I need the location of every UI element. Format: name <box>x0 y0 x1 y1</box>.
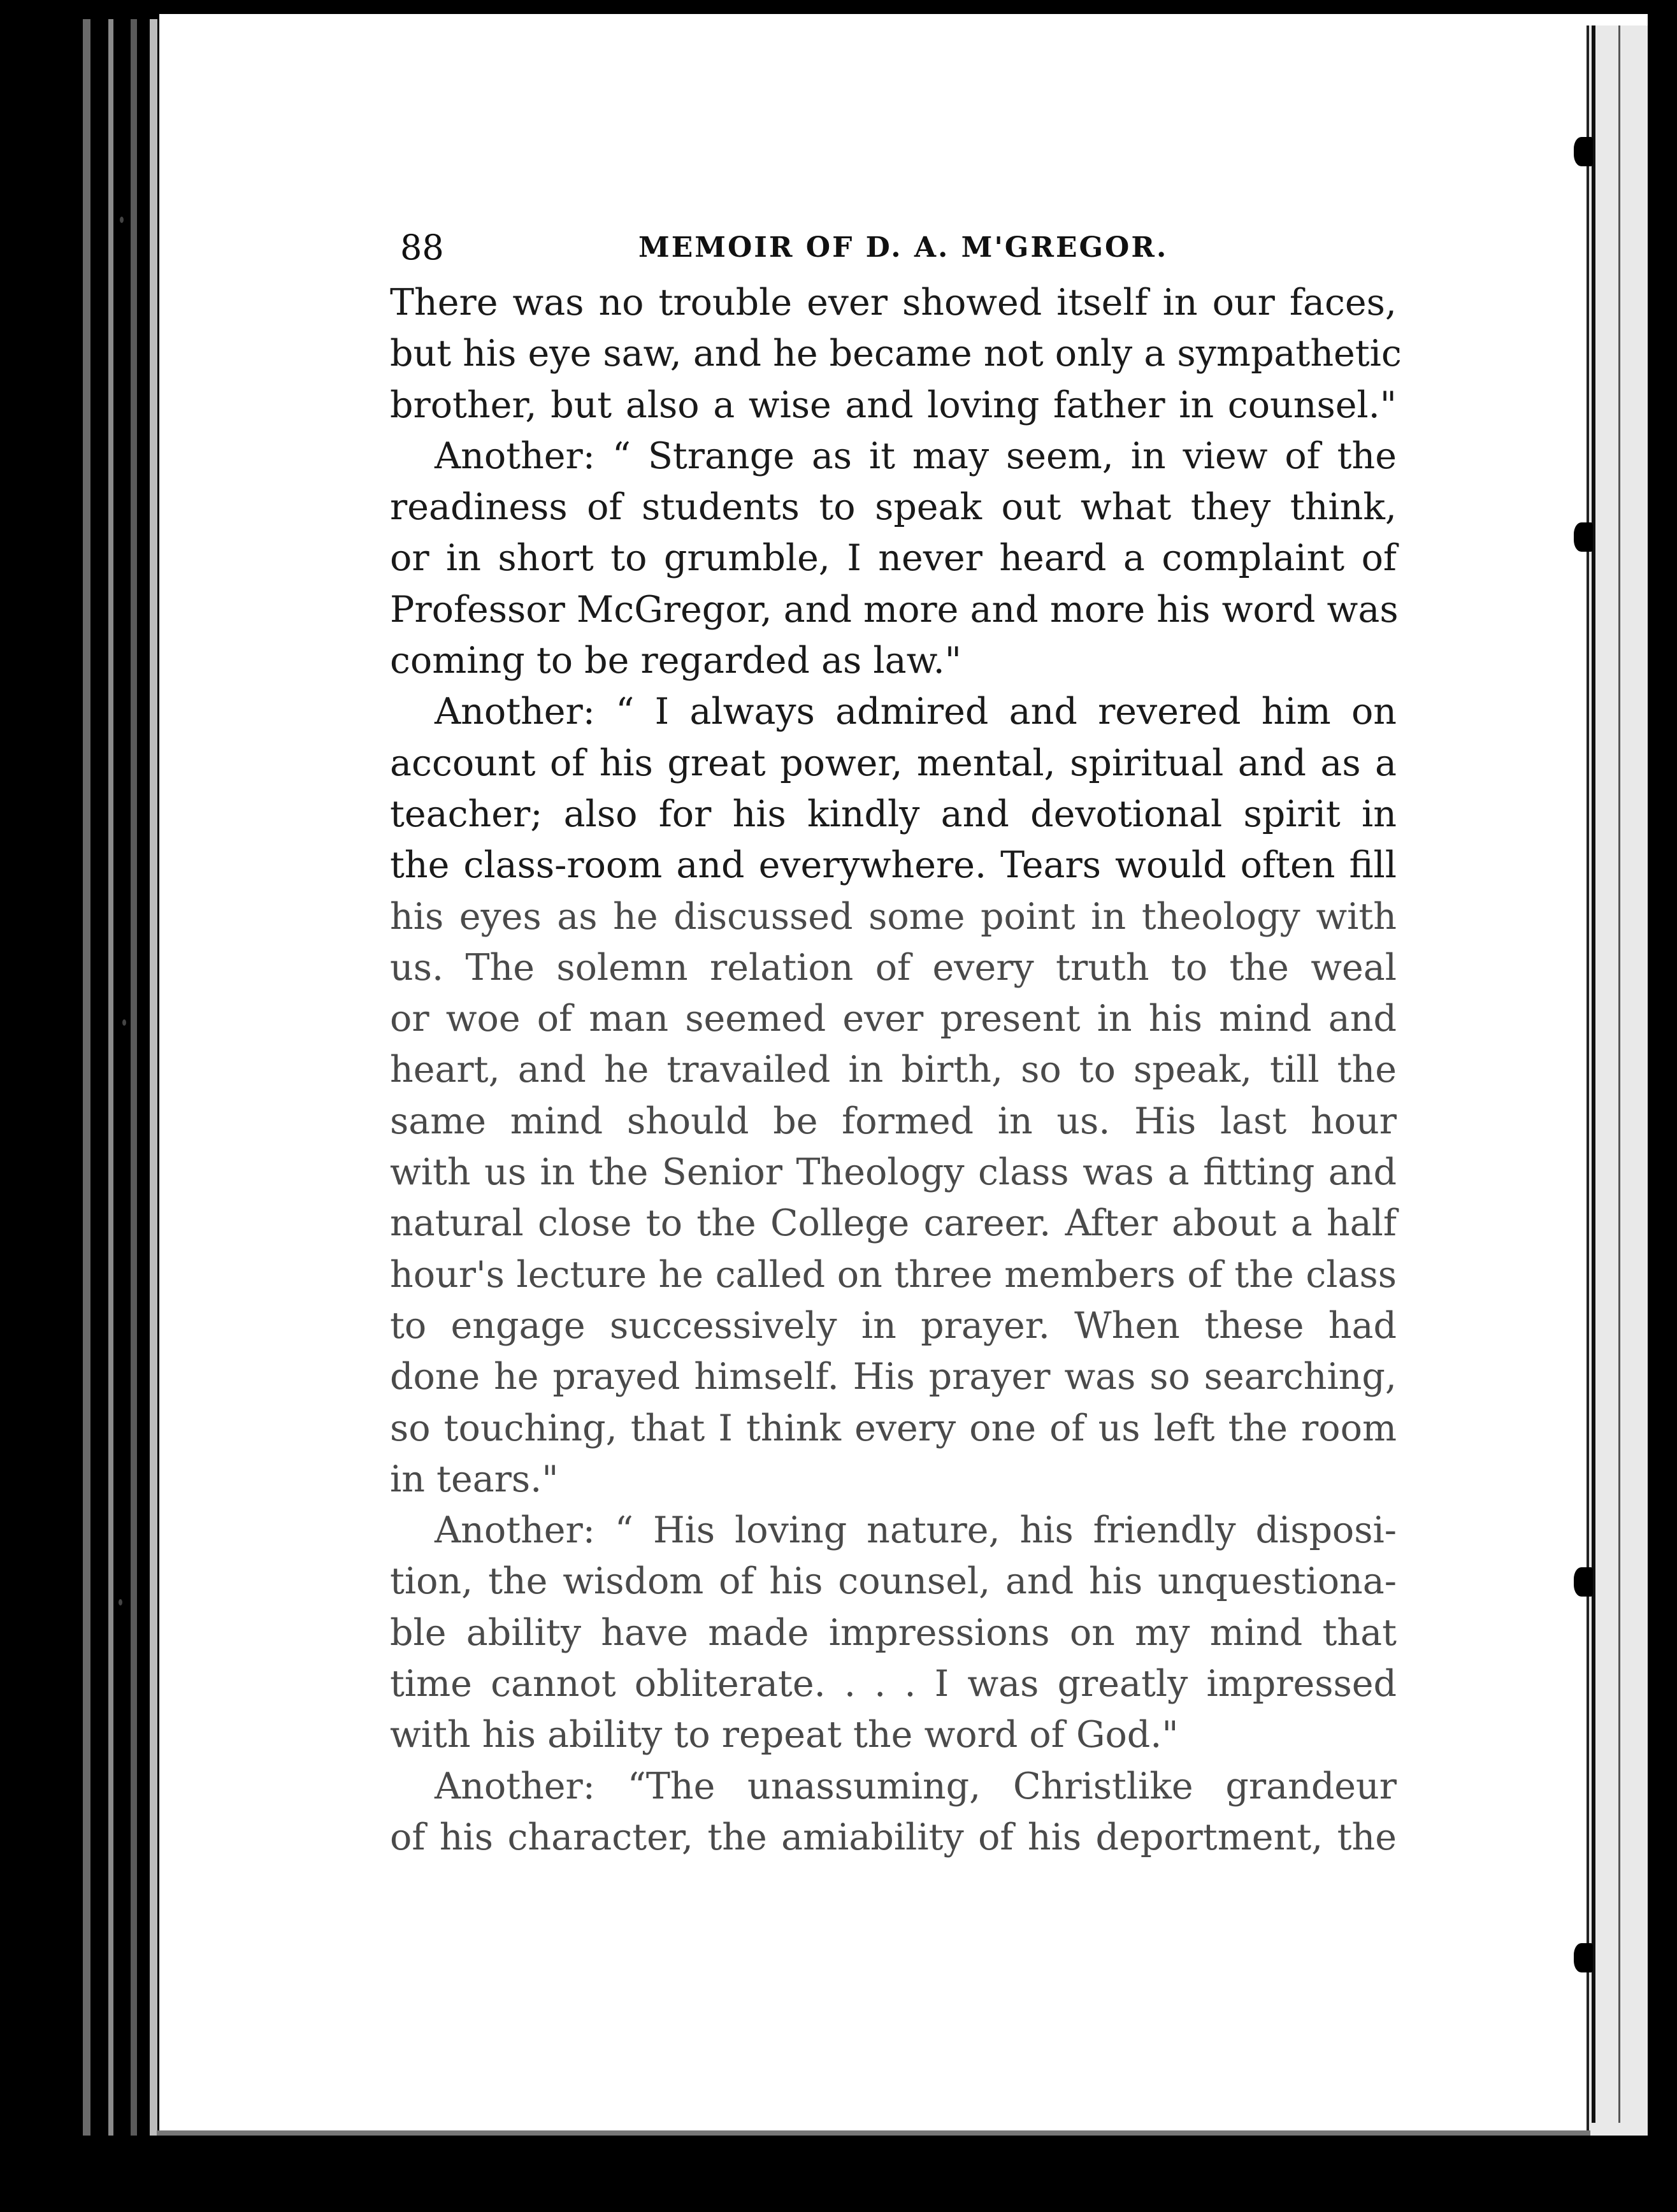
edge-notch <box>1574 137 1593 166</box>
scan-border-bottom <box>0 2136 1677 2212</box>
scan-border-top <box>0 0 1677 14</box>
paragraph <box>390 686 1397 1505</box>
text-line: of his character, the amiability of his deportment, the <box>390 1816 1397 1858</box>
text-line: or woe of man seemed ever present in his mind and <box>390 998 1397 1040</box>
page-gutter-edge <box>108 19 113 2187</box>
running-head <box>390 220 1397 277</box>
edge-notch <box>1574 1567 1593 1597</box>
text-line: with his ability to repeat the word of God." <box>390 1714 1179 1756</box>
page-number: 88 <box>400 227 444 268</box>
text-line: Another: “The unassuming, Christlike grandeur <box>435 1765 1397 1807</box>
running-title: MEMOIR OF D. A. M'GREGOR. <box>638 231 1169 264</box>
scan-speck <box>119 1599 122 1605</box>
text-line: coming to be regarded as law." <box>390 640 961 682</box>
text-line: account of his great power, mental, spiritual and as a <box>390 742 1397 784</box>
text-line: Another: “ I always admired and revered him on <box>435 691 1397 733</box>
book-page <box>390 220 1402 1863</box>
text-line: done he prayed himself. His prayer was so searching, <box>390 1356 1397 1398</box>
page-gutter-edge <box>131 19 137 2187</box>
text-line: his eyes as he discussed some point in theology with <box>390 895 1397 938</box>
text-line: but his eye saw, and he became not only a sympathetic <box>390 333 1402 375</box>
text-line: tion, the wisdom of his counsel, and his unquestiona- <box>390 1560 1397 1603</box>
text-line: ble ability have made impressions on my mind that <box>390 1611 1397 1654</box>
text-line: Another: “ Strange as it may seem, in view of the <box>435 434 1397 477</box>
body-text <box>390 277 1402 1863</box>
text-line: the class-room and everywhere. Tears would often fill <box>390 844 1397 887</box>
fore-edge-line <box>1618 25 1620 2123</box>
text-line: us. The solemn relation of every truth to the weal <box>390 946 1397 989</box>
scan-border-right <box>1648 0 1677 2212</box>
scan-speck <box>122 1019 126 1026</box>
scan-speck <box>120 217 124 223</box>
text-line: Another: “ His loving nature, his friendly disposi- <box>435 1509 1397 1552</box>
text-line: or in short to grumble, I never heard a complaint of <box>390 537 1397 580</box>
paragraph <box>390 1505 1397 1760</box>
text-line: time cannot obliterate. . . . I was greatly impressed <box>390 1663 1397 1706</box>
paragraph <box>390 431 1397 686</box>
text-line: brother, but also a wise and loving father in counsel." <box>390 384 1397 426</box>
text-line: in tears." <box>390 1458 559 1500</box>
text-line: teacher; also for his kindly and devotional spirit in <box>390 793 1397 835</box>
text-line: to engage successively in prayer. When these had <box>390 1304 1397 1347</box>
text-line: same mind should be formed in us. His last hour <box>390 1100 1397 1142</box>
text-line: readiness of students to speak out what they think, <box>390 486 1397 529</box>
text-line: with us in the Senior Theology class was a fitting and <box>390 1151 1397 1194</box>
text-line: hour's lecture he called on three members of the class <box>390 1253 1397 1296</box>
page-gutter-edge <box>83 19 90 2187</box>
paragraph <box>390 1761 1397 1864</box>
text-line: Professor McGregor, and more and more his word was <box>390 588 1399 631</box>
text-line: natural close to the College career. After about a half <box>390 1202 1397 1245</box>
paragraph <box>390 277 1402 431</box>
edge-notch <box>1574 1943 1593 1972</box>
fore-edge-line <box>1592 25 1595 2123</box>
text-line: heart, and he travailed in birth, so to speak, till the <box>390 1049 1397 1091</box>
page-gutter-edge <box>150 19 157 2187</box>
edge-notch <box>1574 522 1593 552</box>
text-line: so touching, that I think every one of us left the room <box>390 1407 1397 1449</box>
text-line: There was no trouble ever showed itself in our faces, <box>390 282 1397 324</box>
